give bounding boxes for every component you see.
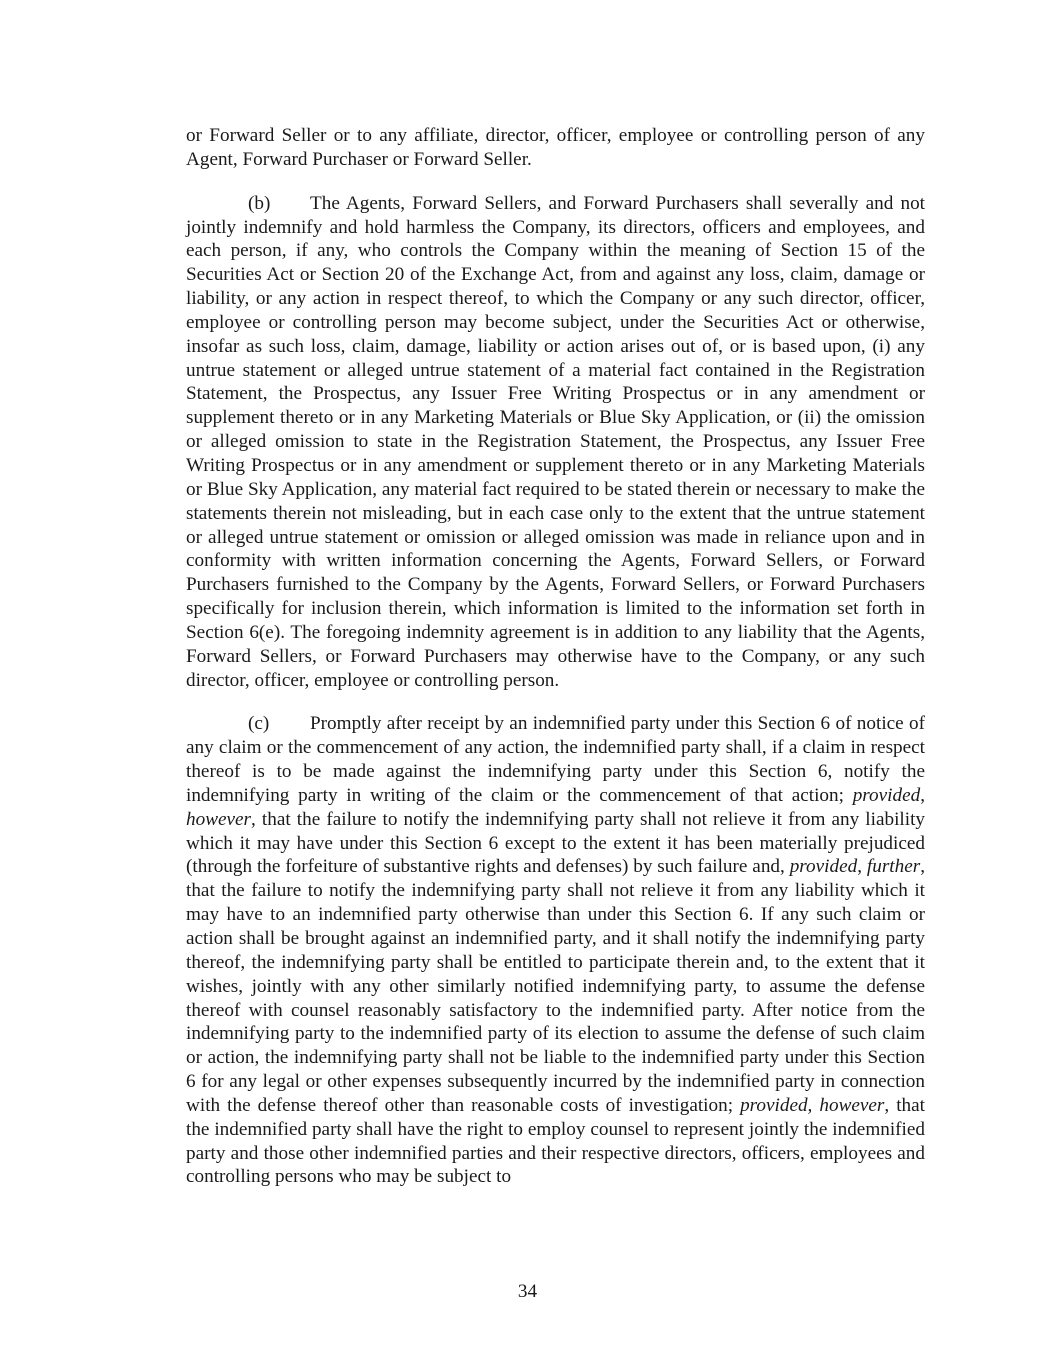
- continuation-paragraph: [186, 124, 925, 172]
- paragraph-c-sep-2: ,: [857, 856, 867, 878]
- paragraph-c-italic-provided-1: provided: [852, 784, 921, 806]
- paragraph-c: [186, 712, 925, 1189]
- paragraph-b-text: The Agents, Forward Sellers, and Forward Purchasers shall severally and not jointly indemnify and hold harmless the Company, its directors, officers and employees, and each person, if any, who controls the Company within the meaning of Section 15 of the Securities Act or Section 20 of the Exchange Act, from and against any loss, claim, damage or liability, or any action in respect thereof, to which the Company or any such director, officer, employee or controlling person may become subject, under the Securities Act or otherwise, insofar as such loss, claim, damage, liability or action arises out of, or is based upon, (i) any untrue statement or alleged untrue statement of a material fact contained in the Registration Statement, the Prospectus, any Issuer Free Writing Prospectus or in any amendment or supplement thereto or in any Marketing Materials or Blue Sky Application, or (ii) the omission or alleged omission to state in the Registration Statement, the Prospectus, any Issuer Free Writing Prospectus or in any amendment or supplement thereto or in any Marketing Materials or Blue Sky Application, any material fact required to be stated therein or necessary to make the statements therein not misleading, but in each case only to the extent that the untrue statement or alleged untrue statement or omission or alleged omission was made in reliance upon and in conformity with written information concerning the Agents, Forward Sellers, or Forward Purchasers furnished to the Company by the Agents, Forward Sellers, or Forward Purchasers specifically for inclusion therein, which information is limited to the information set forth in Section 6(e). The foregoing indemnity agreement is in addition to any liability that the Agents, Forward Sellers, or Forward Purchasers may otherwise have to the Company, or any such director, officer, employee or controlling person.: [186, 192, 925, 691]
- paragraph-c-sep-1: ,: [920, 784, 925, 806]
- paragraph-c-text-3: , that the failure to notify the indemnifying party shall not relieve it from any liability which it may have to an indemnified party otherwise than under this Section 6. If any such claim or action shall be brought against an indemnified party, and it shall notify the indemnifying party thereof, the indemnifying party shall be entitled to participate therein and, to the extent that it wishes, jointly with any other similarly notified indemnifying party, to assume the defense thereof with counsel reasonably satisfactory to the indemnified party. After notice from the indemnifying party to the indemnified party of its election to assume the defense of such claim or action, the indemnifying party shall not be liable to the indemnified party under this Section 6 for any legal or other expenses subsequently incurred by the indemnified party in connection with the defense thereof other than reasonable costs of investigation;: [186, 856, 925, 1116]
- paragraph-c-italic-provided-however: provided, however: [740, 1094, 885, 1116]
- paragraph-c-italic-further: further: [866, 856, 921, 878]
- page-number: 34: [517, 1281, 538, 1302]
- paragraph-c-italic-however-1: however: [186, 808, 252, 830]
- continuation-text: or Forward Seller or to any affiliate, director, officer, employee or controlling person of any Agent, Forward Purchaser or Forward Seller.: [186, 125, 925, 170]
- paragraph-b: [186, 192, 925, 693]
- paragraph-c-text-1: Promptly after receipt by an indemnified party under this Section 6 of notice of any claim or the commencement of any action, the indemnified party shall, if a claim in respect thereof is to be made against the indemnifying party under this Section 6, notify the indemnifying party in writing of the claim or the commencement of that action;: [186, 713, 925, 806]
- paragraph-c-italic-provided-2: provided: [789, 856, 858, 878]
- paragraph-c-text-2: , that the failure to notify the indemnifying party shall not relieve it from any liability which it may have under this Section 6 except to the extent it has been materially prejudiced (through the forfeiture of substantive rights and defenses) by such failure and,: [186, 808, 925, 878]
- paragraph-b-label: (b): [248, 192, 271, 214]
- paragraph-c-text-4: , that the indemnified party shall have the right to employ counsel to represent jointly the indemnified party and those other indemnified parties and their respective directors, officers, employees and controlling persons who may be subject to: [186, 1094, 925, 1188]
- paragraph-c-label: (c): [248, 713, 270, 735]
- document-page: [186, 124, 925, 1189]
